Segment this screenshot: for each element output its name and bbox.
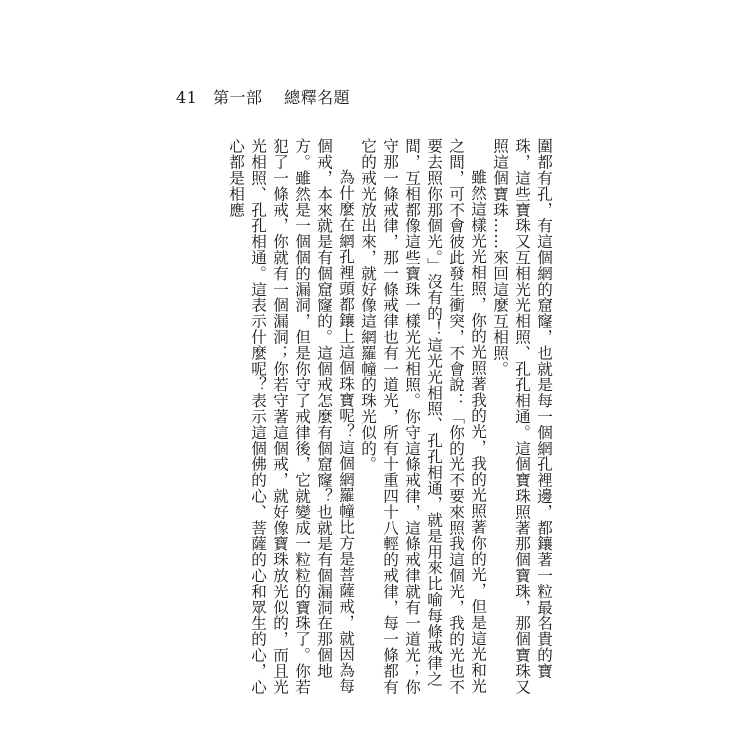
chapter-title: 總釋名題	[284, 88, 351, 107]
vertical-text-body	[200, 138, 555, 698]
paragraph: 為什麼在網孔裡頭都鑲上這個珠寶呢？這個網羅幢比方是菩薩戒，就因為每個戒，本來就是有個窟窿的。這個戒怎麼有個窟窿？也就是有個漏洞在那個地方。雖然是一個個的漏洞，但是你守了戒律後，它就變成一粒粒的寶珠了。你若犯了一條戒，你就有一個漏洞；你若守著這個戒，就好像寶珠放光似的，而且光光相照、孔孔相通。這表示什麼呢？表示這個佛的心、菩薩的心和眾生的心，心心都是相應	[227, 138, 355, 695]
running-header	[176, 85, 350, 108]
paragraph: 雖然這樣光光相照，你的光照著我的光，我的光照著你的光，但是這光和光之間，可不會彼此發生衝突，不會說：「你的光不要來照我這個光，我的光也不要去照你那個光。」沒有的！這光光相照、孔孔相通，就是用來比喻每條戒律之間，互相都像這些寶珠一樣光光相照。你守這條戒律，這條戒律就有一道光；你守那一條戒律，那一條戒律也有一道光，所有十重四十八輕的戒律，每一條都有它的戒光放出來，就好像這網羅幢的珠光似的。	[359, 138, 487, 695]
page-number: 41	[176, 88, 198, 107]
part-label: 第一部	[212, 88, 263, 107]
paragraph-continued: 圍都有孔，有這個網的窟窿，也就是每一個網孔裡邊，都鑲著一粒最名貴的寶珠，這些寶珠又互相光光相照、孔孔相通。這個寶珠照著那個寶珠，那個寶珠又照這個寶珠……來回這麼互相照。	[491, 138, 553, 695]
